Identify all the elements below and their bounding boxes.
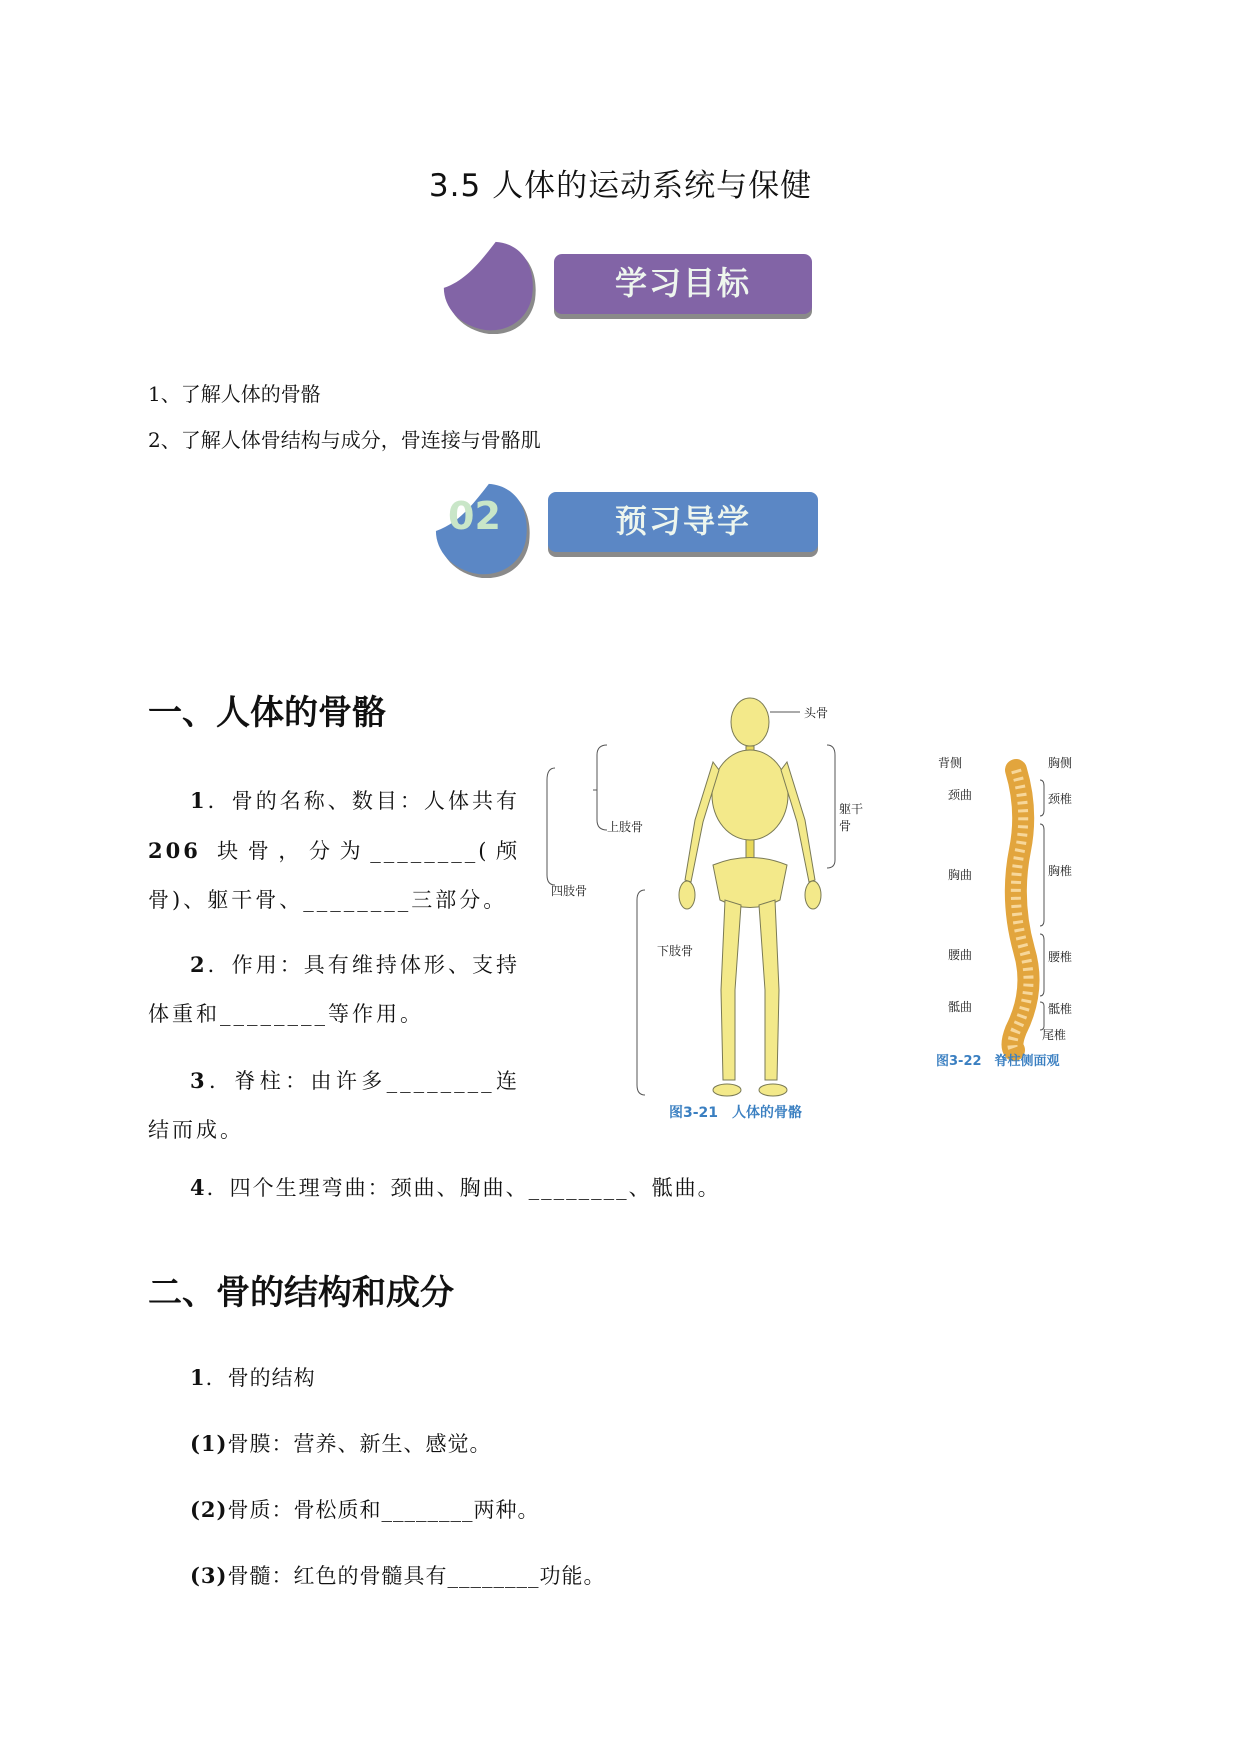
item-text: 骨质：骨松质和________两种。 <box>227 1498 540 1522</box>
label-waist-curve: 腰曲 <box>948 948 973 962</box>
figure-spine <box>936 750 1080 1080</box>
label-chest-curve: 胸曲 <box>948 868 973 882</box>
label-tailbone: 尾椎 <box>1042 1028 1067 1042</box>
item-text: 块骨，分为________(颅骨)、躯干骨、________三部分。 <box>148 839 520 912</box>
label-neck-curve: 颈曲 <box>948 788 973 802</box>
label-head: 头骨 <box>804 706 829 720</box>
figure-skeleton <box>545 690 865 1130</box>
label-lower-limb: 下肢骨 <box>657 944 694 958</box>
item-text: ．骨的结构 <box>205 1366 316 1390</box>
banner-label: 预习导学 <box>548 492 818 552</box>
section-heading: 一、人体的骨骼 <box>148 693 386 733</box>
item-text: 骨膜：营养、新生、感觉。 <box>227 1432 492 1456</box>
banner-learning-goals <box>440 238 820 338</box>
list-item <box>190 1560 605 1590</box>
item-number: (3) <box>190 1563 228 1588</box>
banner-number: 02 <box>448 494 501 538</box>
label-back: 背侧 <box>938 756 963 770</box>
paragraph-item-4 <box>190 1172 721 1202</box>
label-sacral-vertebra: 骶椎 <box>1048 1002 1073 1016</box>
paragraph-item-3 <box>148 1056 520 1155</box>
banner-preview <box>432 480 832 580</box>
bone-count: 206 <box>148 838 201 863</box>
label-limbs: 四肢骨 <box>551 884 588 898</box>
skeleton-illustration <box>545 690 865 1130</box>
banner-label: 学习目标 <box>554 254 812 314</box>
paragraph-item-2 <box>148 940 520 1039</box>
label-sacral-curve: 骶曲 <box>948 1000 973 1014</box>
label-trunk: 躯干骨 <box>839 802 864 833</box>
page-title: 3.5 人体的运动系统与保健 <box>428 168 813 204</box>
item-number: (2) <box>190 1497 228 1522</box>
paragraph-item-1 <box>148 776 520 925</box>
item-text: ．骨的名称、数目：人体共有 <box>207 789 520 813</box>
item-number: 1 <box>190 788 208 813</box>
label-waist-vertebra: 腰椎 <box>1048 950 1073 964</box>
label-neck-vertebra: 颈椎 <box>1048 792 1073 806</box>
item-number: 3 <box>190 1068 208 1093</box>
list-item <box>190 1428 491 1458</box>
figure-caption: 图3-22 脊柱侧面观 <box>936 1054 1060 1069</box>
label-upper-limb: 上肢骨 <box>607 820 644 834</box>
item-number: 4 <box>190 1175 207 1200</box>
list-item <box>190 1494 539 1524</box>
item-number: 1 <box>190 1365 206 1390</box>
item-text: 骨髓：红色的骨髓具有________功能。 <box>227 1564 606 1588</box>
item-text: ．四个生理弯曲：颈曲、胸曲、________、骶曲。 <box>206 1176 721 1200</box>
section-heading: 二、骨的结构和成分 <box>148 1273 454 1313</box>
item-number: 2 <box>190 952 208 977</box>
label-chest-vertebra: 胸椎 <box>1048 864 1073 878</box>
item-text: ．脊柱：由许多________连结而成。 <box>148 1069 520 1142</box>
item-number: (1) <box>190 1431 228 1456</box>
sub-heading <box>190 1362 316 1392</box>
goal-item: 2、了解人体骨结构与成分，骨连接与骨骼肌 <box>148 428 541 452</box>
label-chest-side: 胸侧 <box>1048 756 1073 770</box>
figure-caption: 图3-21 人体的骨骼 <box>669 1105 803 1121</box>
petal-decoration-icon <box>440 238 536 334</box>
goal-item: 1、了解人体的骨骼 <box>148 382 321 406</box>
item-text: ．作用：具有维持体形、支持体重和________等作用。 <box>148 953 520 1026</box>
